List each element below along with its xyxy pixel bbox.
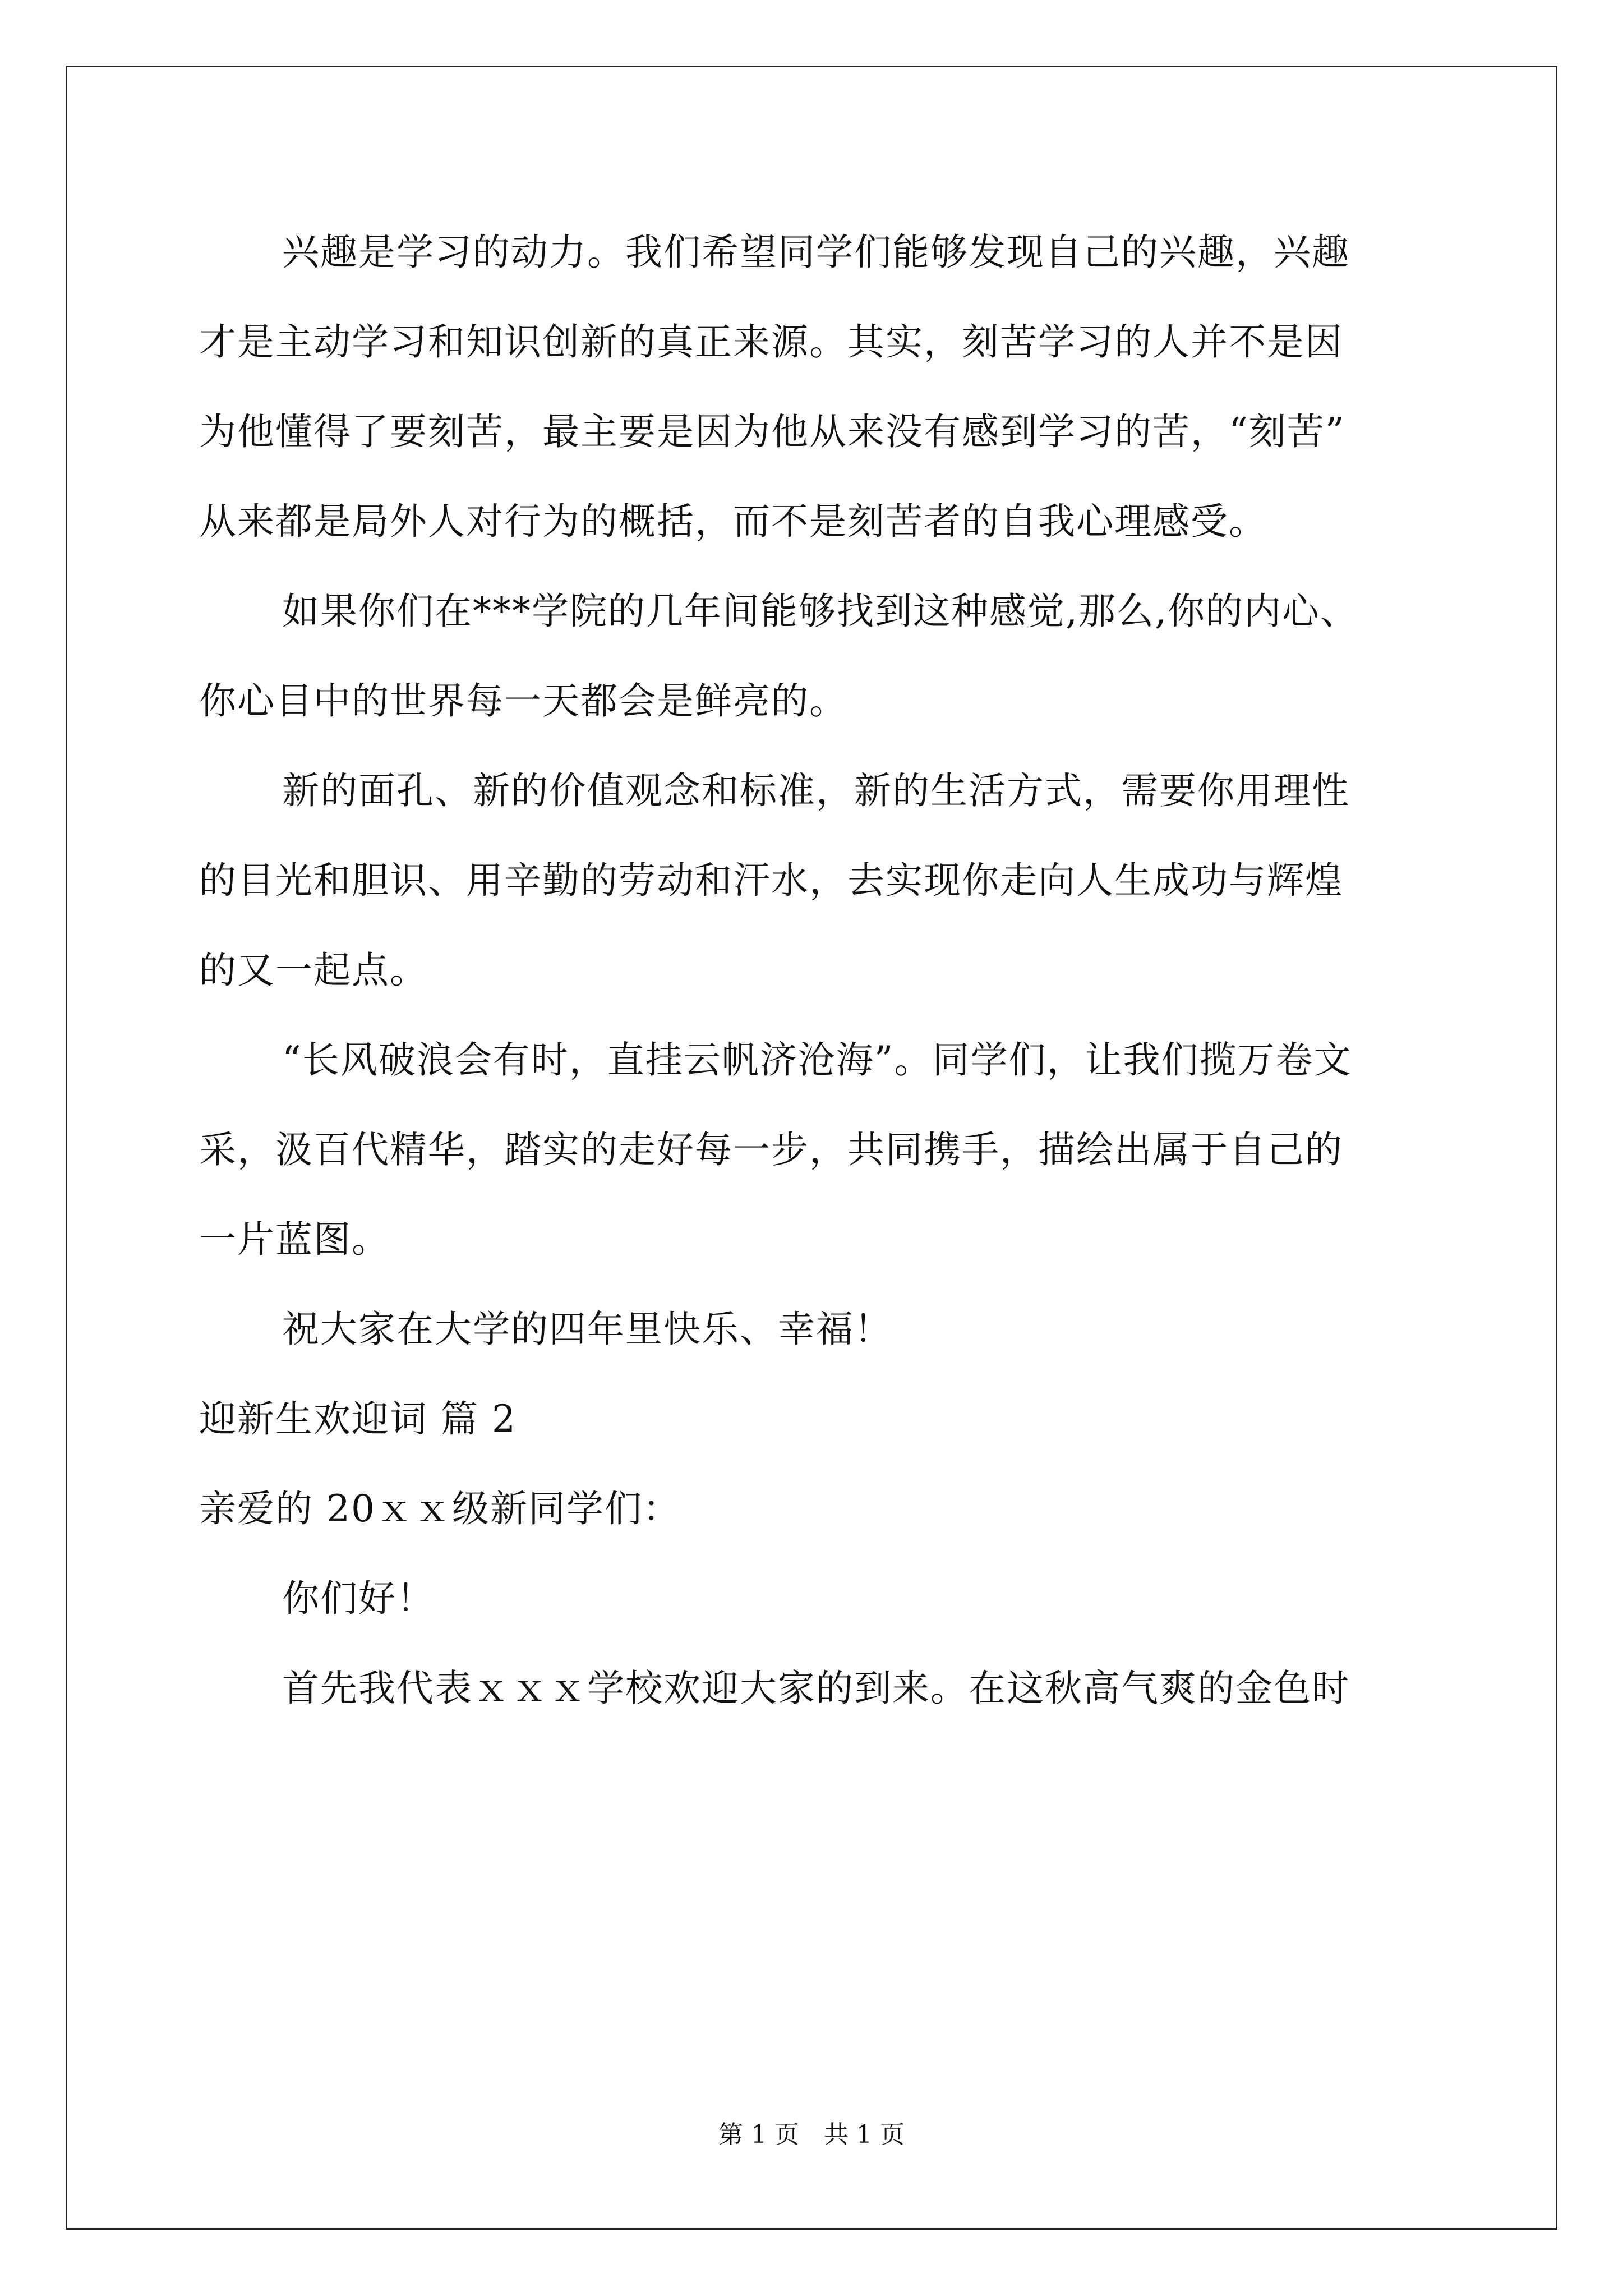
paragraph-line: 的目光和胆识、用辛勤的劳动和汗水，去实现你走向人生成功与辉煌 <box>199 859 1343 902</box>
salutation: 亲爱的 20ｘｘ级新同学们： <box>199 1487 681 1530</box>
paragraph-line: 新的面孔、新的价值观念和标准，新的生活方式，需要你用理性 <box>282 769 1350 812</box>
paragraph-line: 你心目中的世界每一天都会是鲜亮的。 <box>199 679 847 723</box>
page-number-footer: 第 1 页 共 1 页 <box>718 2120 905 2149</box>
section-heading: 迎新生欢迎词 篇 2 <box>199 1397 517 1441</box>
paragraph-line: 的又一起点。 <box>199 949 428 992</box>
paragraph-line: 首先我代表ｘｘｘ学校欢迎大家的到来。在这秋高气爽的金色时 <box>282 1667 1350 1710</box>
paragraph-line: “长风破浪会有时，直挂云帆济沧海”。同学们，让我们揽万卷文 <box>282 1038 1352 1082</box>
paragraph-line: 一片蓝图。 <box>199 1218 390 1261</box>
paragraph-line: 为他懂得了要刻苦，最主要是因为他从来没有感到学习的苦，“刻苦” <box>199 410 1345 453</box>
paragraph-line: 从来都是局外人对行为的概括，而不是刻苦者的自我心理感受。 <box>199 500 1267 543</box>
paragraph-line: 才是主动学习和知识创新的真正来源。其实，刻苦学习的人并不是因 <box>199 320 1343 364</box>
paragraph-line: 如果你们在***学院的几年间能够找到这种感觉,那么,你的内心、 <box>282 590 1358 633</box>
paragraph-line: 祝大家在大学的四年里快乐、幸福！ <box>282 1308 892 1351</box>
greeting: 你们好！ <box>282 1577 435 1620</box>
paragraph-line: 兴趣是学习的动力。我们希望同学们能够发现自己的兴趣，兴趣 <box>282 231 1350 274</box>
paragraph-line: 采，汲百代精华，踏实的走好每一步，共同携手，描绘出属于自己的 <box>199 1128 1343 1171</box>
